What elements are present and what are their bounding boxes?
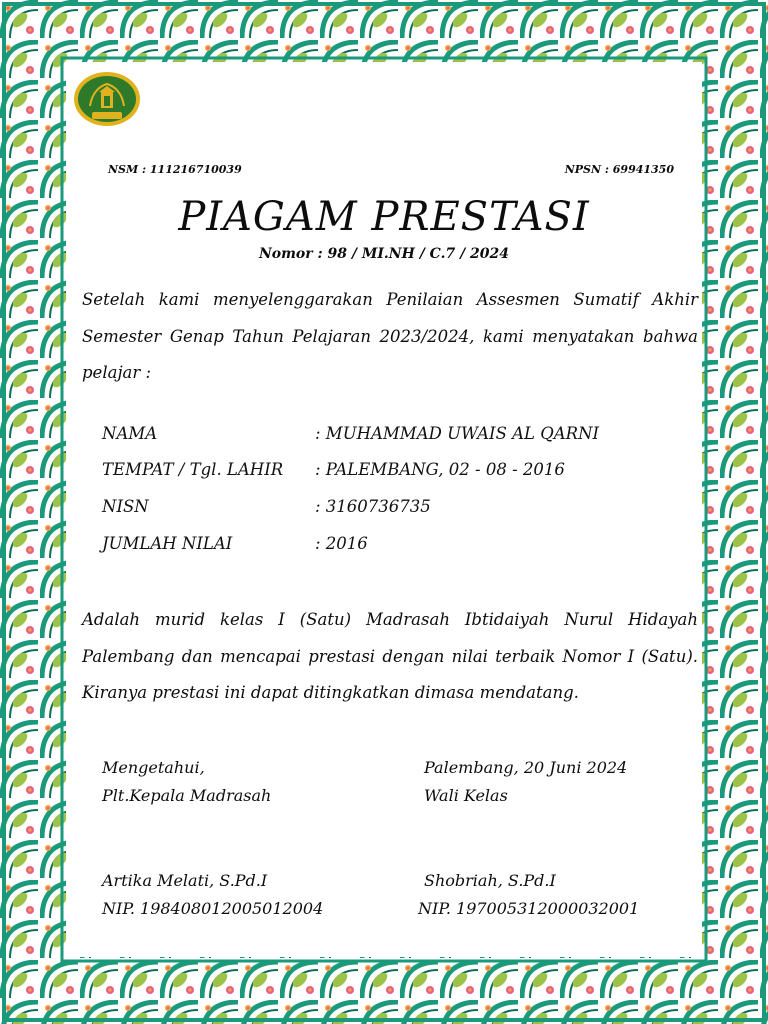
- npsn-number: NPSN : 69941350: [564, 163, 674, 176]
- field-value: : 3160736735: [315, 497, 431, 516]
- left-sign-greeting: Mengetahui,: [102, 758, 205, 777]
- field-value: : 2016: [315, 534, 368, 553]
- school-emblem-icon: [72, 70, 142, 128]
- intro-paragraph: Setelah kami menyelenggarakan Penilaian Assesmen Sumatif Akhir Semester Genap Tahun Pelajaran 2023/2024, kami menyatakan bahwa pelajar :: [82, 290, 698, 382]
- nsm-number: NSM : 111216710039: [108, 163, 242, 176]
- right-sign-place-date: Palembang, 20 Juni 2024: [424, 758, 628, 777]
- right-sign-nip: NIP. 197005312000032001: [418, 899, 640, 918]
- field-row-nisn: [102, 497, 702, 523]
- certificate-number: Nomor : 98 / MI.NH / C.7 / 2024: [258, 246, 510, 262]
- field-value: : MUHAMMAD UWAIS AL QARNI: [315, 424, 600, 443]
- field-label: TEMPAT / Tgl. LAHIR: [102, 460, 284, 479]
- field-label: NISN: [102, 497, 149, 516]
- right-sign-role: Wali Kelas: [424, 786, 508, 805]
- left-sign-nip: NIP. 198408012005012004: [102, 899, 324, 918]
- statement-paragraph: Adalah murid kelas I (Satu) Madrasah Ibtidaiyah Nurul Hidayah Palembang dan mencapai prestasi dengan nilai terbaik Nomor I (Satu). Kiranya prestasi ini dapat ditingkatkan dimasa mendatang.: [82, 610, 698, 702]
- left-sign-name: Artika Melati, S.Pd.I: [102, 871, 268, 890]
- field-label: JUMLAH NILAI: [102, 534, 233, 553]
- field-value: : PALEMBANG, 02 - 08 - 2016: [315, 460, 565, 479]
- left-sign-role: Plt.Kepala Madrasah: [102, 786, 272, 805]
- field-label: NAMA: [102, 424, 158, 443]
- field-row-jumlah-nilai: [102, 534, 702, 560]
- certificate-title: PIAGAM PRESTASI: [178, 194, 590, 240]
- field-row-nama: [102, 424, 702, 450]
- field-row-tempat-lahir: [102, 460, 702, 486]
- right-sign-name: Shobriah, S.Pd.I: [424, 871, 556, 890]
